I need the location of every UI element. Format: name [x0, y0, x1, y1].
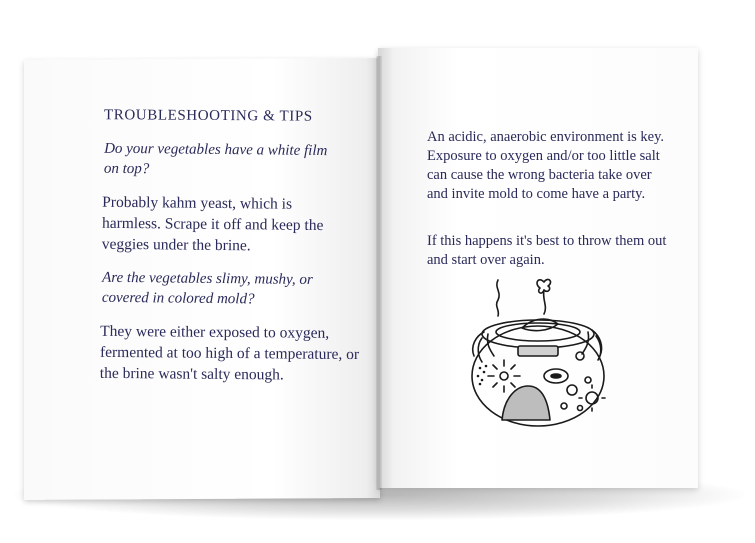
answer-kahm-yeast: Probably kahm yeast, which is harmless. Scrape it off and keep the veggies under the brine. — [101, 193, 324, 255]
mold-mound — [502, 386, 550, 420]
question-slimy-mold: Are the vegetables slimy, mushy, or covered in colored mold? — [101, 269, 313, 308]
dot-cluster — [477, 365, 488, 386]
bubble — [561, 403, 567, 409]
page-heading: TROUBLESHOOTING & TIPS — [103, 107, 313, 125]
spore-circle — [586, 392, 598, 404]
answer-exposure-causes: They were either exposed to oxygen, fermented at too high of a temperature, or the brine wasn't salty enough. — [99, 322, 360, 384]
booklet-spine — [376, 56, 382, 490]
jar-rim — [482, 320, 594, 348]
question-white-film: Do your vegetables have a white film on top? — [103, 140, 328, 178]
oval-blob-center — [551, 374, 561, 378]
bubble — [567, 385, 577, 395]
bubble — [578, 406, 583, 411]
paragraph-throw-out: If this happens it's best to throw them out and start over again. — [427, 233, 667, 268]
bubble — [576, 352, 584, 360]
moldy-jar-illustration — [460, 272, 620, 432]
sunburst-mark — [488, 360, 520, 392]
fly-trail — [544, 290, 546, 314]
jar-label — [518, 346, 558, 356]
paragraph-anaerobic-environment: An acidic, anaerobic environment is key. Exposure to oxygen and/or too little salt can cause the wrong bacteria take over and invite mold to come have a party. — [427, 129, 665, 202]
bubble — [585, 377, 591, 383]
steam-squiggle-left — [497, 280, 500, 316]
